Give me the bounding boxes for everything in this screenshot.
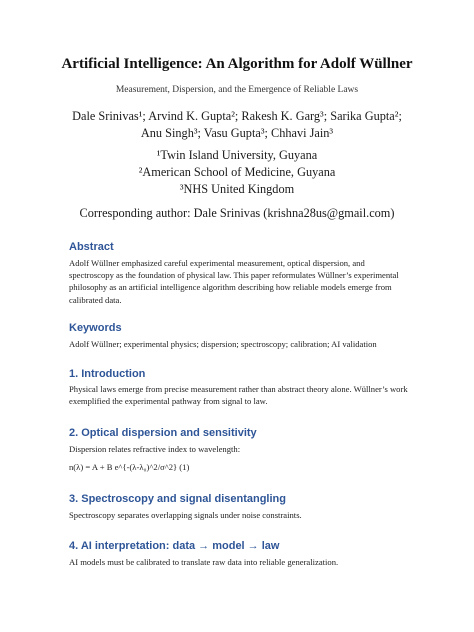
section-heading-spectroscopy: 3. Spectroscopy and signal disentangling [69,493,286,505]
paper-title: Artificial Intelligence: An Algorithm for Adolf Wüllner [61,56,413,72]
author-line-1: Dale Srinivas¹; Arvind K. Gupta²; Rakesh K. Garg³; Sarika Gupta²; [72,109,402,123]
keywords-heading: Keywords [69,322,122,334]
section-text-introduction: Physical laws emerge from precise measurement rather than abstract theory alone. Wüllner’s work exemplified the experimental pathway from signal to law. [69,384,408,407]
section-text-spectroscopy: Spectroscopy separates overlapping signals under noise constraints. [69,510,302,520]
dispersion-equation: n(λ) = A + B e^{-(λ-λ₀)^2/σ^2} (1) [69,462,190,472]
author-list [60,108,414,142]
abstract-text: Adolf Wüllner emphasized careful experimental measurement, optical dispersion, and spectroscopy as the foundation of physical law. This paper reformulates Wüllner’s experimental philosophy as an artificial intelligence algorithm describing how reliable models emerge from calibrated data. [69,258,399,305]
section-text-ai-interpretation: AI models must be calibrated to translate raw data into reliable generalization. [69,557,339,567]
author-line-2: Anu Singh³; Vasu Gupta³; Chhavi Jain³ [140,126,334,140]
corresponding-author: Corresponding author: Dale Srinivas (krishna28us@gmail.com) [79,206,395,220]
affiliation-1: ¹Twin Island University, Guyana [156,148,318,162]
section-heading-dispersion: 2. Optical dispersion and sensitivity [69,427,257,439]
section-heading-ai-interpretation: 4. AI interpretation: data → model → law [69,540,280,552]
affiliation-2: ²American School of Medicine, Guyana [138,165,336,179]
affiliation-list [0,147,474,198]
keywords-text: Adolf Wüllner; experimental physics; dispersion; spectroscopy; calibration; AI validation [69,339,377,349]
affiliation-3: ³NHS United Kingdom [179,182,295,196]
section-heading-introduction: 1. Introduction [69,368,146,380]
abstract-heading: Abstract [69,241,114,253]
section-text-dispersion: Dispersion relates refractive index to wavelength: [69,444,241,454]
paper-subtitle: Measurement, Dispersion, and the Emergence of Reliable Laws [115,85,359,95]
